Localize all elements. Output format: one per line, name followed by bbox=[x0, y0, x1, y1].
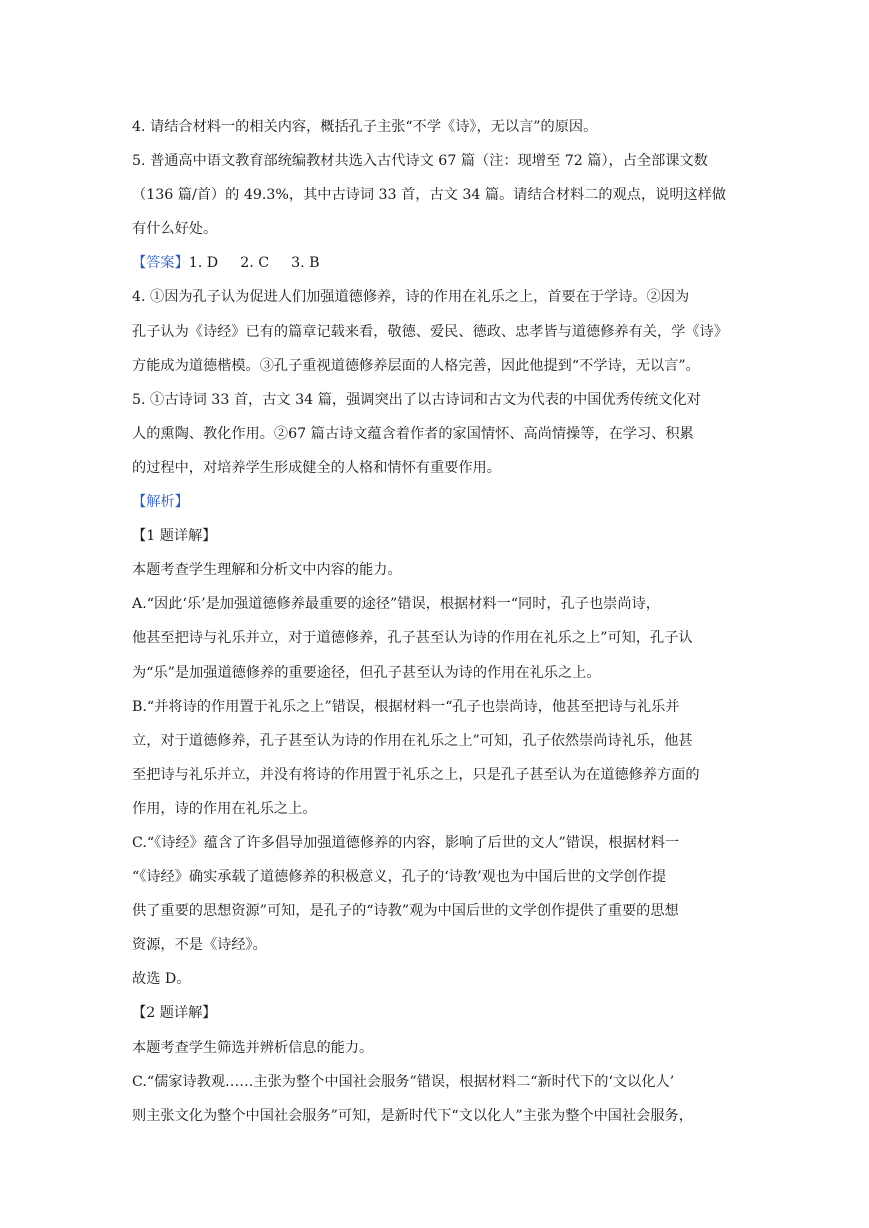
q1-intro: 本题考查学生理解和分析文中内容的能力。 bbox=[132, 562, 402, 579]
answer-5-line-3: 的过程中，对培养学生形成健全的人格和情怀有重要作用。 bbox=[132, 459, 501, 476]
analysis-tag: 【解析】 bbox=[132, 494, 189, 511]
question-5-line-1: 5. 普通高中语文教育部统编教材共选入古代诗文 67 篇（注：现增至 72 篇），占全部课文数 bbox=[132, 153, 708, 170]
q1-b-line-4: 作用，诗的作用在礼乐之上。 bbox=[132, 800, 317, 817]
q2-c-line-2: 则主张文化为整个中国社会服务”可知，是新时代下“文以化人”主张为整个中国社会服务， bbox=[132, 1107, 693, 1124]
q1-c-line-3: 供了重要的思想资源”可知，是孔子的“诗教”观为中国后世的文学创作提供了重要的思想 bbox=[132, 903, 679, 920]
answer-choice-3: 3. B bbox=[291, 255, 320, 272]
q2-c-line-1: C.“儒家诗教观……主张为整个中国社会服务”错误，根据材料二“新时代下的‘文以化人’ bbox=[132, 1073, 675, 1090]
q1-c-line-4: 资源，不是《诗经》。 bbox=[132, 937, 267, 954]
answer-tag: 【答案】 bbox=[132, 255, 189, 272]
q1-a-line-2: 他甚至把诗与礼乐并立，对于道德修养，孔子甚至认为诗的作用在礼乐之上”可知，孔子认 bbox=[132, 630, 693, 647]
document-page bbox=[132, 110, 742, 1133]
question-4: 4. 请结合材料一的相关内容，概括孔子主张“不学《诗》，无以言”的原因。 bbox=[132, 119, 598, 135]
answer-4-line-3: 方能成为道德楷模。③孔子重视道德修养层面的人格完善，因此他提到“不学诗，无以言”。 bbox=[132, 357, 700, 374]
answer-choice-2: 2. C bbox=[240, 255, 270, 272]
q1-title: 【1 题详解】 bbox=[132, 528, 217, 545]
answer-4-line-2: 孔子认为《诗经》已有的篇章记载来看，敬德、爱民、德政、忠孝皆与道德修养有关，学《诗》 bbox=[132, 323, 728, 340]
answer-header bbox=[132, 246, 742, 280]
answer-5-line-2: 人的熏陶、教化作用。②67 篇古诗文蕴含着作者的家国情怀、高尚情操等，在学习、积累 bbox=[132, 425, 694, 442]
q2-intro: 本题考查学生筛选并辨析信息的能力。 bbox=[132, 1039, 374, 1056]
q1-c-line-2: “《诗经》确实承载了道德修养的积极意义，孔子的‘诗教’观也为中国后世的文学创作提 bbox=[132, 869, 667, 886]
answer-choice-1: 1. D bbox=[188, 255, 219, 272]
q1-c-line-1: C.“《诗经》蕴含了许多倡导加强道德修养的内容，影响了后世的文人”错误，根据材料一 bbox=[132, 834, 680, 851]
q1-b-line-2: 立，对于道德修养，孔子甚至认为诗的作用在礼乐之上”可知，孔子依然崇尚诗礼乐，他甚 bbox=[132, 732, 693, 749]
question-5-line-3: 有什么好处。 bbox=[132, 221, 218, 238]
q1-a-line-1: A.“因此‘乐’是加强道德修养最重要的途径”错误，根据材料一“同时，孔子也崇尚诗， bbox=[132, 596, 660, 613]
q1-b-line-3: 至把诗与礼乐并立，并没有将诗的作用置于礼乐之上，只是孔子甚至认为在道德修养方面的 bbox=[132, 766, 700, 783]
question-5-line-2: （136 篇/首）的 49.3%，其中古诗词 33 首，古文 34 篇。请结合材料二的观点，说明这样做 bbox=[132, 187, 727, 204]
q1-a-line-3: 为“乐”是加强道德修养的重要途径，但孔子甚至认为诗的作用在礼乐之上。 bbox=[132, 664, 601, 681]
q1-conclusion: 故选 D。 bbox=[132, 971, 191, 988]
answer-5-line-1: 5. ①古诗词 33 首，古文 34 篇，强调突出了以古诗词和古文为代表的中国优秀传统文化对 bbox=[132, 391, 701, 408]
q1-b-line-1: B.“并将诗的作用置于礼乐之上”错误，根据材料一“孔子也崇尚诗，他甚至把诗与礼乐并 bbox=[132, 698, 680, 715]
answer-4-line-1: 4. ①因为孔子认为促进人们加强道德修养，诗的作用在礼乐之上，首要在于学诗。②因为 bbox=[132, 289, 690, 306]
q2-title: 【2 题详解】 bbox=[132, 1005, 217, 1022]
